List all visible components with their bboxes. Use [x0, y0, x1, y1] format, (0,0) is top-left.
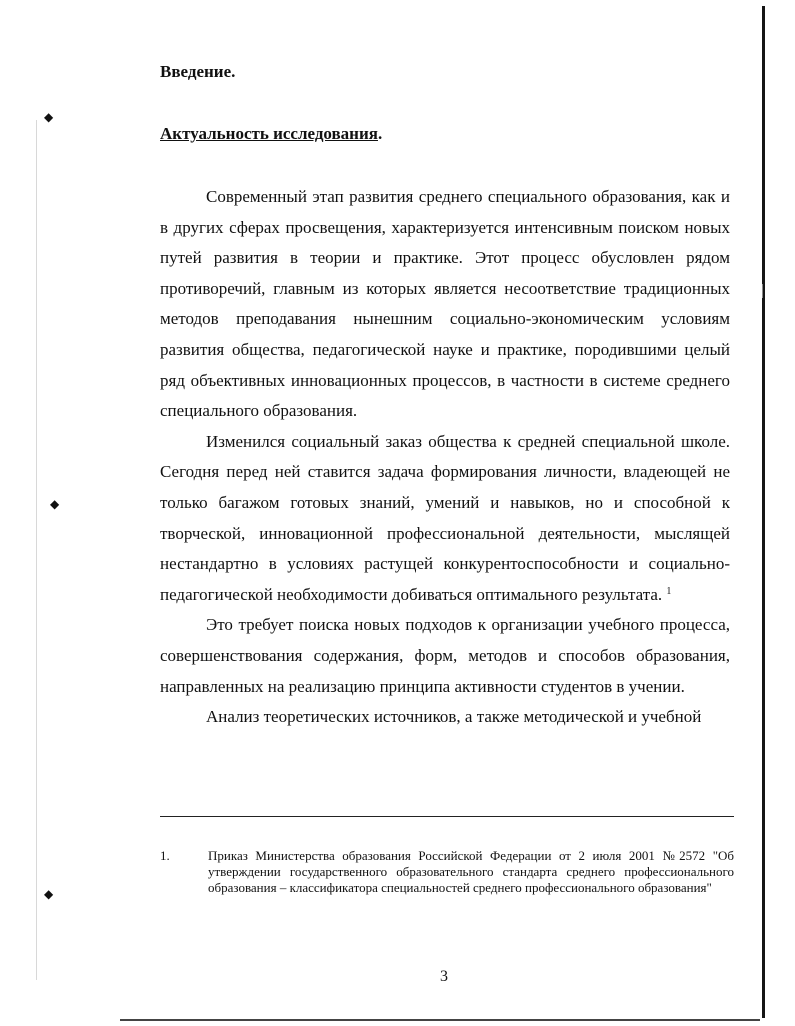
- paragraph-text: Изменился социальный заказ общества к средней специальной школе. Сегодня перед ней ставится задача формирования личности, владеющей не только багажом готовых знаний, умений и навыков, но и способной к творческой, инновационной профессиональной деятельности, мыслящей нестандартно в условиях растущей конкурентоспособности и социально-педагогической необходимости добиваться оптимального результата.: [160, 431, 730, 604]
- body-text: [160, 182, 730, 733]
- subheading-tail: .: [377, 124, 383, 143]
- footnote-text: Приказ Министерства образования Российской Федерации от 2 июля 2001 №2572 "Об утверждении государственного образовательного стандарта среднего профессионального образования – классификатора специальностей среднего профессионального образования": [208, 848, 734, 895]
- section-subheading: [160, 124, 382, 144]
- subheading-text: Актуальность исследования: [160, 124, 378, 143]
- scan-tick-mark: [762, 284, 763, 298]
- scan-bottom-line: [120, 1019, 760, 1021]
- page-number: 3: [440, 968, 448, 985]
- footnote: [160, 848, 734, 896]
- scan-margin-line: [36, 120, 37, 980]
- paragraph: Современный этап развития среднего специального образования, как и в других сферах просвещения, характеризуется интенсивным поиском новых путей развития в теории и практике. Этот процесс обусловлен рядом противоречий, главным из которых является несоответствие традиционных методов преподавания нынешним социально-экономическим условиям развития общества, педагогической науке и практике, породившими целый ряд объективных инновационных процессов, в частности в системе среднего специального образования.: [160, 187, 730, 421]
- footnote-reference: 1: [666, 585, 672, 597]
- paragraph: Это требует поиска новых подходов к организации учебного процесса, совершенствования содержания, форм, методов и способов образования, направленных на реализацию принципа активности студентов в учении.: [160, 615, 730, 696]
- binding-hole-marker: ◆: [44, 887, 54, 901]
- section-heading: Введение.: [160, 62, 236, 81]
- footnote-number: 1.: [160, 848, 170, 863]
- paragraph: Анализ теоретических источников, а также методической и учебной: [206, 707, 702, 727]
- paragraph: [160, 427, 730, 611]
- footnote-separator: [160, 816, 734, 817]
- binding-hole-marker: ◆: [50, 497, 60, 511]
- binding-hole-marker: ◆: [44, 110, 54, 124]
- scan-edge-line: [762, 6, 765, 1018]
